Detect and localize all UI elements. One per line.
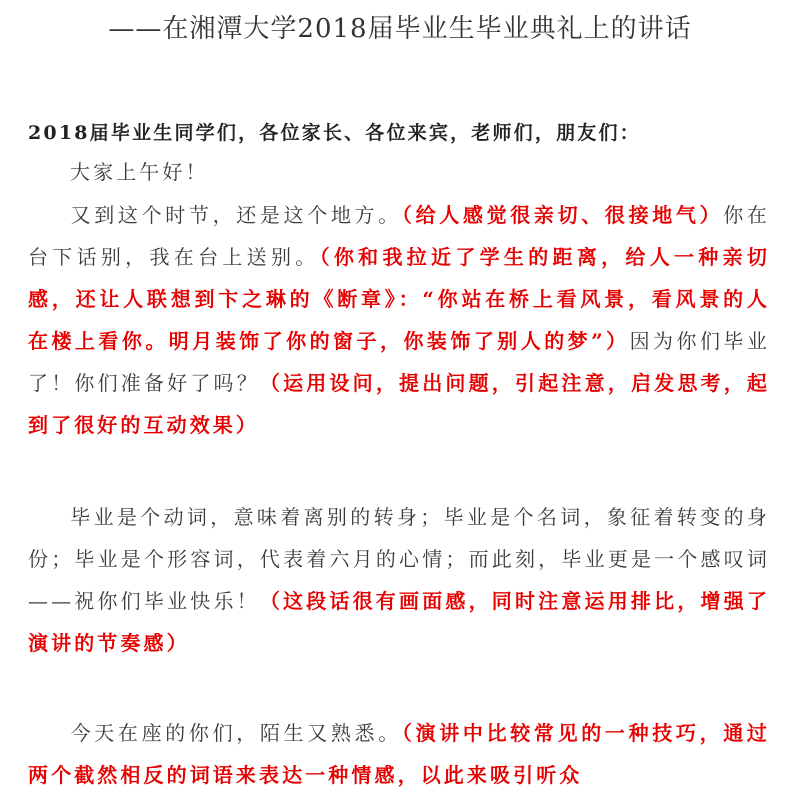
paragraph-3-text: 今天在座的你们，陌生又熟悉。	[70, 721, 402, 745]
paragraph-1-annotation-c: （运用设问，提出问题，引起注意，启发思考，起到了很好的互动效果）	[28, 371, 771, 437]
paragraph-1-annotation-b: （你和我拉近了学生的距离，给人一种亲切感，还让人联想到卞之琳的《断章》：“你站在桥上看风景，看风景的人在楼上看你。明月装饰了你的窗子，你装饰了别人的梦”）	[28, 245, 770, 353]
paragraph-1-text-b: 你在台下话别，我在台上送别。	[28, 203, 771, 269]
greeting-paragraph	[28, 151, 770, 193]
paragraph-2-annotation: （这段话很有画面感，同时注意运用排比，增强了演讲的节奏感）	[28, 589, 771, 655]
greeting-text: 大家上午好！	[70, 160, 209, 184]
paragraph-1-text-c: 因为你们毕业了！你们准备好了吗？	[28, 329, 770, 395]
speech-title: ——在湘潭大学2018届毕业生毕业典礼上的讲话	[108, 14, 692, 44]
paragraph-1-text-a: 又到这个时节，还是这个地方。	[70, 203, 402, 227]
paragraph-2	[28, 496, 770, 664]
paragraph-3	[28, 712, 770, 796]
paragraph-1-annotation-a: （给人感觉很亲切、很接地气）	[401, 203, 724, 227]
salutation: 2018届毕业生同学们，各位家长、各位来宾，老师们，朋友们：	[28, 122, 641, 144]
paragraph-3-annotation: （演讲中比较常见的一种技巧，通过两个截然相反的词语来表达一种情感，以此来吸引听众	[28, 721, 770, 787]
paragraph-1	[28, 194, 770, 446]
paragraph-2-text: 毕业是个动词，意味着离别的转身；毕业是个名词，象征着转变的身份；毕业是个形容词，代表着六月的心情；而此刻，毕业更是一个感叹词——祝你们毕业快乐！	[28, 505, 770, 613]
